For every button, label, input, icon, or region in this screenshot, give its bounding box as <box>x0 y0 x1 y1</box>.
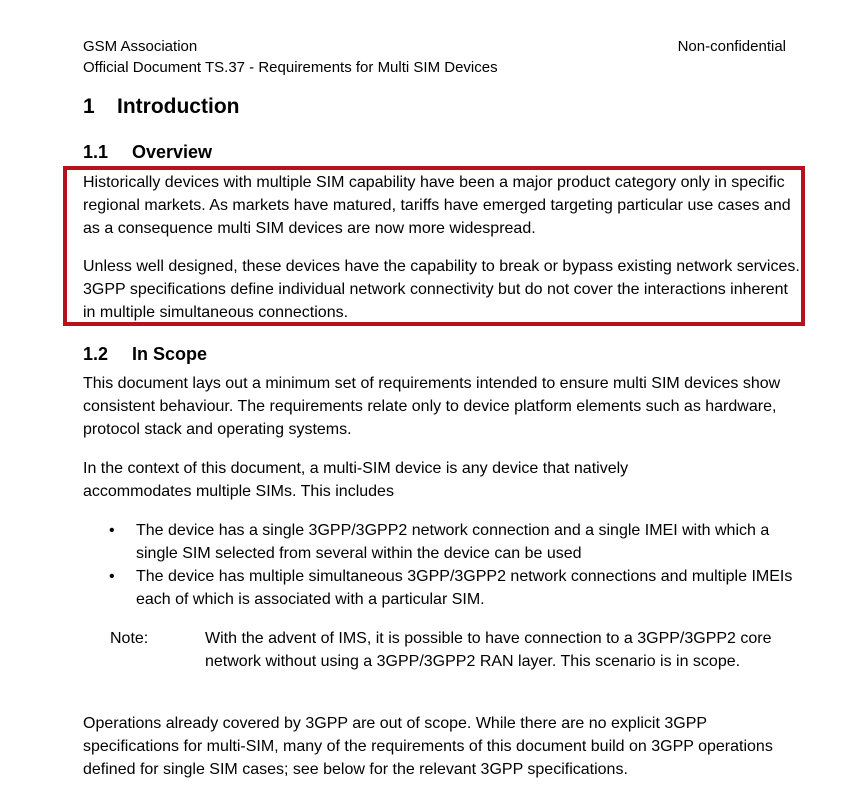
header-classification: Non-confidential <box>677 38 786 55</box>
list-item-text: The device has a single 3GPP/3GPP2 network connection and a single IMEI with which a single SIM selected from several within the device can be used <box>136 522 770 562</box>
heading-text: Overview <box>132 142 213 162</box>
bullet-icon: • <box>109 522 115 539</box>
scope-paragraph-1: This document lays out a minimum set of requirements intended to ensure multi SIM devices show consistent behaviour. The requirements relate only to device platform elements such as hardware, protocol stack and operating systems. <box>83 375 781 438</box>
overview-paragraph-2: Unless well designed, these devices have the capability to break or bypass existing network services. 3GPP specifications define individual network connectivity but do not cover the interactions inherent in multiple simultaneous connections. <box>83 258 800 321</box>
note-label: Note: <box>110 630 149 647</box>
page-header <box>83 36 498 78</box>
scope-bullet-list <box>83 519 803 611</box>
list-item <box>83 565 803 611</box>
list-item <box>83 519 803 565</box>
heading-overview <box>83 141 212 163</box>
heading-text: In Scope <box>132 344 208 364</box>
list-item-text: The device has multiple simultaneous 3GPP/3GPP2 network connections and multiple IMEIs each of which is associated with a particular SIM. <box>136 568 793 608</box>
scope-paragraph-3: Operations already covered by 3GPP are out of scope. While there are no explicit 3GPP specifications for multi-SIM, many of the requirements of this document build on 3GPP operations defined for single SIM cases; see below for the relevant 3GPP specifications. <box>83 715 773 778</box>
heading-number: 1.2 <box>83 344 109 364</box>
heading-number: 1.1 <box>83 142 109 162</box>
heading-text: Introduction <box>117 95 240 118</box>
header-doc-title: Official Document TS.37 - Requirements for Multi SIM Devices <box>83 59 498 76</box>
heading-number: 1 <box>83 95 95 118</box>
bullet-icon: • <box>109 568 115 585</box>
scope-paragraph-2: In the context of this document, a multi-SIM device is any device that natively accommodates multiple SIMs. This includes <box>83 460 629 500</box>
heading-introduction <box>83 94 239 120</box>
heading-in-scope <box>83 343 207 365</box>
header-org: GSM Association <box>83 38 198 55</box>
overview-paragraph-1: Historically devices with multiple SIM capability have been a major product category only in specific regional markets. As markets have matured, tariffs have emerged targeting particular use cases and as a consequence multi SIM devices are now more widespread. <box>83 174 791 237</box>
note-text: With the advent of IMS, it is possible to have connection to a 3GPP/3GPP2 core network without using a 3GPP/3GPP2 RAN layer. This scenario is in scope. <box>205 630 772 670</box>
